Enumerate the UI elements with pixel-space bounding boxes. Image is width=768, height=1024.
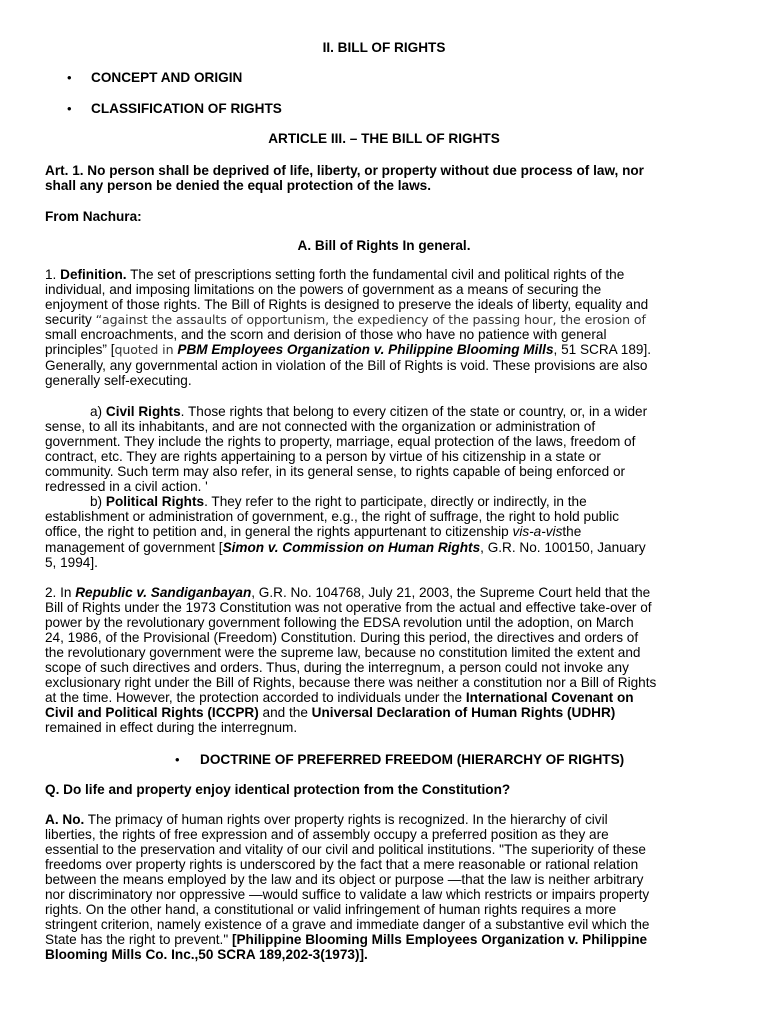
article-heading: ARTICLE III. – THE BILL OF RIGHTS [268, 131, 500, 146]
bullet-icon: • [67, 70, 72, 85]
civil-rights-line: sense, to all its inhabitants, and are not connected with the organization or administration of [45, 419, 596, 434]
para2-line: Civil and Political Rights (ICCPR) and the Universal Declaration of Human Rights (UDHR) [45, 705, 616, 720]
para2-line: power by the revolutionary government following the EDSA revolution until the adoption, on March [45, 615, 634, 630]
civil-rights-line: contract, etc. They are rights appertaining to a person by virtue of his citizenship in a state or [45, 449, 601, 464]
political-rights-line: 5, 1994]. [45, 555, 98, 570]
bullet-concept-origin: CONCEPT AND ORIGIN [91, 70, 243, 85]
civil-rights-line: redressed in a civil action. ' [45, 479, 208, 494]
definition-line: enjoyment of those rights. The Bill of Rights is designed to preserve the ideals of liberty, equality and [45, 297, 649, 312]
definition-line: individual, and imposing limitations on the powers of government as a means of securing the [45, 282, 602, 297]
answer-line: freedoms over property rights is underscored by the fact that a mere reasonable or rational relation [45, 857, 639, 872]
case-citation: PBM Employees Organization v. Philippine Blooming Mills [177, 342, 554, 357]
political-rights-line: b) Political Rights. They refer to the right to participate, directly or indirectly, in the [90, 494, 587, 509]
bullet-icon: • [175, 752, 180, 767]
definition-line: Generally, any governmental action in violation of the Bill of Rights is void. These provisions are also [45, 358, 648, 373]
definition-line: generally self-executing. [45, 373, 192, 388]
civil-rights-line: a) Civil Rights. Those rights that belong to every citizen of the state or country, or, in a wider [90, 404, 648, 419]
page-title: II. BILL OF RIGHTS [322, 40, 446, 55]
answer-line: A. No. The primacy of human rights over property rights is recognized. In the hierarchy of civil [45, 812, 608, 827]
definition-line: security “against the assaults of opportunism, the expediency of the passing hour, the erosion of [45, 312, 646, 327]
definition-line: principles” [quoted in PBM Employees Organization v. Philippine Blooming Mills, 51 SCRA 189]. [45, 342, 652, 357]
case-citation: [Philippine Blooming Mills Employees Organization v. Philippine [231, 932, 648, 947]
civil-rights-line: community. Such term may also refer, in its general sense, to rights capable of being enforced or [45, 464, 626, 479]
political-rights-line: establishment or administration of government, e.g., the right of suffrage, the right to hold public [45, 509, 620, 524]
answer-label: A. No. [45, 812, 85, 827]
answer-line: rights. On the other hand, a constitutional or valid infringement of human rights requires a more [45, 902, 617, 917]
para2-line: at the time. However, the protection accorded to individuals under the International Covenant on [45, 690, 634, 705]
para2-line: the revolutionary government were the supreme law, because no constitution limited the extent and [45, 645, 641, 660]
section-a-heading: A. Bill of Rights In general. [297, 238, 471, 253]
answer-line: stringent criterion, namely existence of a grave and immediate danger of a substantive evil which the [45, 917, 650, 932]
para2-line: Bill of Rights under the 1973 Constitution was not operative from the actual and effective take-over of [45, 600, 652, 615]
para2-line: exclusionary right under the Bill of Rights, because there was neither a constitution nor a Bill of Rights [45, 675, 657, 690]
political-rights-line: office, the right to petition and, in general the rights appurtenant to citizenship vis-a-visthe [45, 524, 582, 539]
political-rights-line: management of government [Simon v. Commission on Human Rights, G.R. No. 100150, January [45, 540, 646, 555]
answer-line: liberties, the rights of free expression and of assembly occupy a preferred position as they are [45, 827, 609, 842]
civil-rights-line: government. They include the rights to property, marriage, equal protection of the laws, freedom of [45, 434, 636, 449]
question: Q. Do life and property enjoy identical protection from the Constitution? [45, 782, 511, 797]
para2-line: 24, 1986, of the Provisional (Freedom) Constitution. During this period, the directives and orders of [45, 630, 639, 645]
para2-line: scope of such directives and orders. Thus, during the interregnum, a person could not invoke any [45, 660, 629, 675]
para2-line: 2. In Republic v. Sandiganbayan, G.R. No. 104768, July 21, 2003, the Supreme Court held that the [45, 585, 651, 600]
definition-line: small encroachments, and the scorn and derision of those who have no patience with general [45, 327, 607, 342]
civil-rights-label: Civil Rights [105, 404, 181, 419]
definition-line: 1. Definition. The set of prescriptions setting forth the fundamental civil and political rights of the [45, 267, 625, 282]
answer-line: State has the right to prevent." [Philippine Blooming Mills Employees Organization v. Philippine [45, 932, 648, 947]
from-nachura-label: From Nachura: [45, 209, 142, 224]
case-citation: Republic v. Sandiganbayan [75, 585, 252, 600]
answer-line: nor discriminatory nor oppressive —would suffice to validate a law which restricts or impairs property [45, 887, 650, 902]
doctrine-heading: DOCTRINE OF PREFERRED FREEDOM (HIERARCHY OF RIGHTS) [200, 752, 625, 767]
art1-line: shall any person be denied the equal protection of the laws. [45, 178, 431, 193]
bullet-classification: CLASSIFICATION OF RIGHTS [91, 101, 282, 116]
art1-line: Art. 1. No person shall be deprived of life, liberty, or property without due process of law, nor [45, 163, 644, 178]
bullet-icon: • [67, 101, 72, 116]
definition-label: Definition. [60, 267, 127, 282]
answer-line: essential to the preservation and vitality of our civil and political institutions. "The superiority of these [45, 842, 646, 857]
case-citation: Simon v. Commission on Human Rights [222, 540, 481, 555]
political-rights-label: Political Rights [105, 494, 205, 509]
para2-line: remained in effect during the interregnum. [45, 720, 298, 735]
answer-line: between the means employed by the law and its object or purpose —that the law is neither arbitrary [45, 872, 644, 887]
answer-line: Blooming Mills Co. Inc.,50 SCRA 189,202-3(1973)]. [45, 947, 368, 962]
